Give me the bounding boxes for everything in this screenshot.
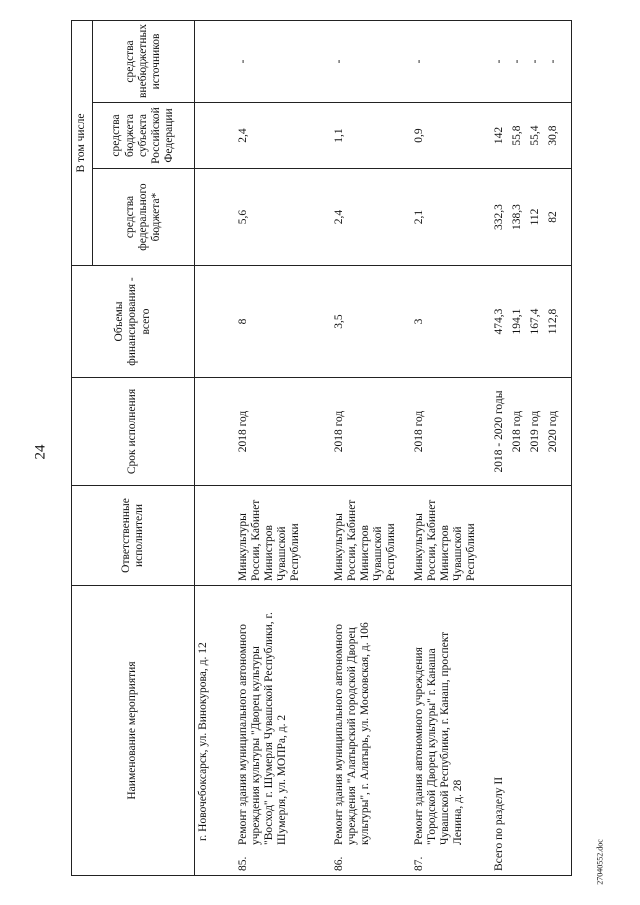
funding-table xyxy=(71,20,572,876)
row-name: Ремонт здания муниципального автономного учреждения культуры "Дворец культуры "Восход" г. Шумерля Чувашской Республики, г. Шумерля, ул. МОПРа, д. 2 xyxy=(236,612,289,845)
total-sum: 474,3 xyxy=(492,308,505,335)
total-term: 2018 - 2020 годы xyxy=(492,390,505,473)
total-federal: 332,3 xyxy=(492,204,505,230)
row-term: 2018 год xyxy=(235,378,331,486)
row-executors: Минкультуры России, Кабинет Министров Чувашской Республики xyxy=(331,486,411,586)
total-row xyxy=(491,20,572,875)
total-federal: 138,3 xyxy=(510,204,523,230)
page-number: 24 xyxy=(32,444,49,460)
table-row xyxy=(411,20,491,875)
table-row xyxy=(331,20,411,875)
row-total: 3,5 xyxy=(331,266,411,378)
footer-document-code: 27040552.doc xyxy=(595,839,605,885)
row-executors: Минкультуры России, Кабинет Министров Чувашской Республики xyxy=(411,486,491,586)
header-term: Срок исполнения xyxy=(72,378,195,486)
row-total: 3 xyxy=(411,266,491,378)
header-total: Объемы финансирования - всего xyxy=(72,266,195,378)
total-term: 2020 год xyxy=(546,410,559,453)
total-subject: 55,4 xyxy=(528,125,541,146)
total-extra: - xyxy=(510,59,523,64)
row-name: Ремонт здания автономного учреждения "Городской Дворец культуры" г. Канаша Чувашской Республики, г. Канаш, проспект Ленина, д. 28 xyxy=(412,631,465,845)
row-subject: 1,1 xyxy=(331,103,411,169)
header-federal: средства федерального бюджета* xyxy=(92,169,194,266)
row-number: 87. xyxy=(412,856,425,871)
total-label: Всего по разделу II xyxy=(491,586,572,876)
total-term: 2018 год xyxy=(510,410,523,453)
row-term: 2018 год xyxy=(411,378,491,486)
header-extra: средства внебюджетных источников xyxy=(92,20,194,102)
total-subject: 55,8 xyxy=(510,125,523,146)
total-term: 2019 год xyxy=(528,410,541,453)
funding-table-container xyxy=(71,21,567,876)
row-executors: Минкультуры России, Кабинет Министров Чувашской Республики xyxy=(235,486,331,586)
row-extra: - xyxy=(331,20,411,102)
total-federal: 82 xyxy=(546,211,559,223)
total-sum: 194,1 xyxy=(510,308,523,335)
total-extra: - xyxy=(528,59,541,64)
row-extra: - xyxy=(411,20,491,102)
header-executors: Ответственные исполнители xyxy=(72,486,195,586)
header-subject: средства бюджета субъекта Российской Федерации xyxy=(92,103,194,169)
total-sum: 167,4 xyxy=(528,308,541,335)
total-subject: 30,8 xyxy=(546,125,559,146)
total-sum: 112,8 xyxy=(546,308,559,335)
header-name: Наименование мероприятия xyxy=(72,586,195,876)
table-header xyxy=(72,20,195,875)
row-federal: 2,1 xyxy=(411,169,491,266)
row-subject: 2,4 xyxy=(235,103,331,169)
total-extra: - xyxy=(546,59,559,64)
table-row xyxy=(235,20,331,875)
total-extra: - xyxy=(492,59,505,64)
row-term: 2018 год xyxy=(331,378,411,486)
total-subject: 142 xyxy=(492,126,505,145)
row-total: 8 xyxy=(235,266,331,378)
row-subject: 0,9 xyxy=(411,103,491,169)
header-including: В том числе xyxy=(72,20,93,265)
row-number: 85. xyxy=(236,856,249,871)
row-name: Ремонт здания муниципального автономного учреждения "Алатырский городской Дворец культуры", г. Алатырь, ул. Московская, д. 106 xyxy=(332,622,371,845)
row-federal: 5,6 xyxy=(235,169,331,266)
total-federal: 112 xyxy=(528,208,541,226)
row-federal: 2,4 xyxy=(331,169,411,266)
row-number: 86. xyxy=(332,856,345,871)
row-extra: - xyxy=(235,20,331,102)
continued-cell xyxy=(195,586,235,876)
continued-address: г. Новочебоксарск, ул. Винокурова, д. 12 xyxy=(197,642,209,841)
